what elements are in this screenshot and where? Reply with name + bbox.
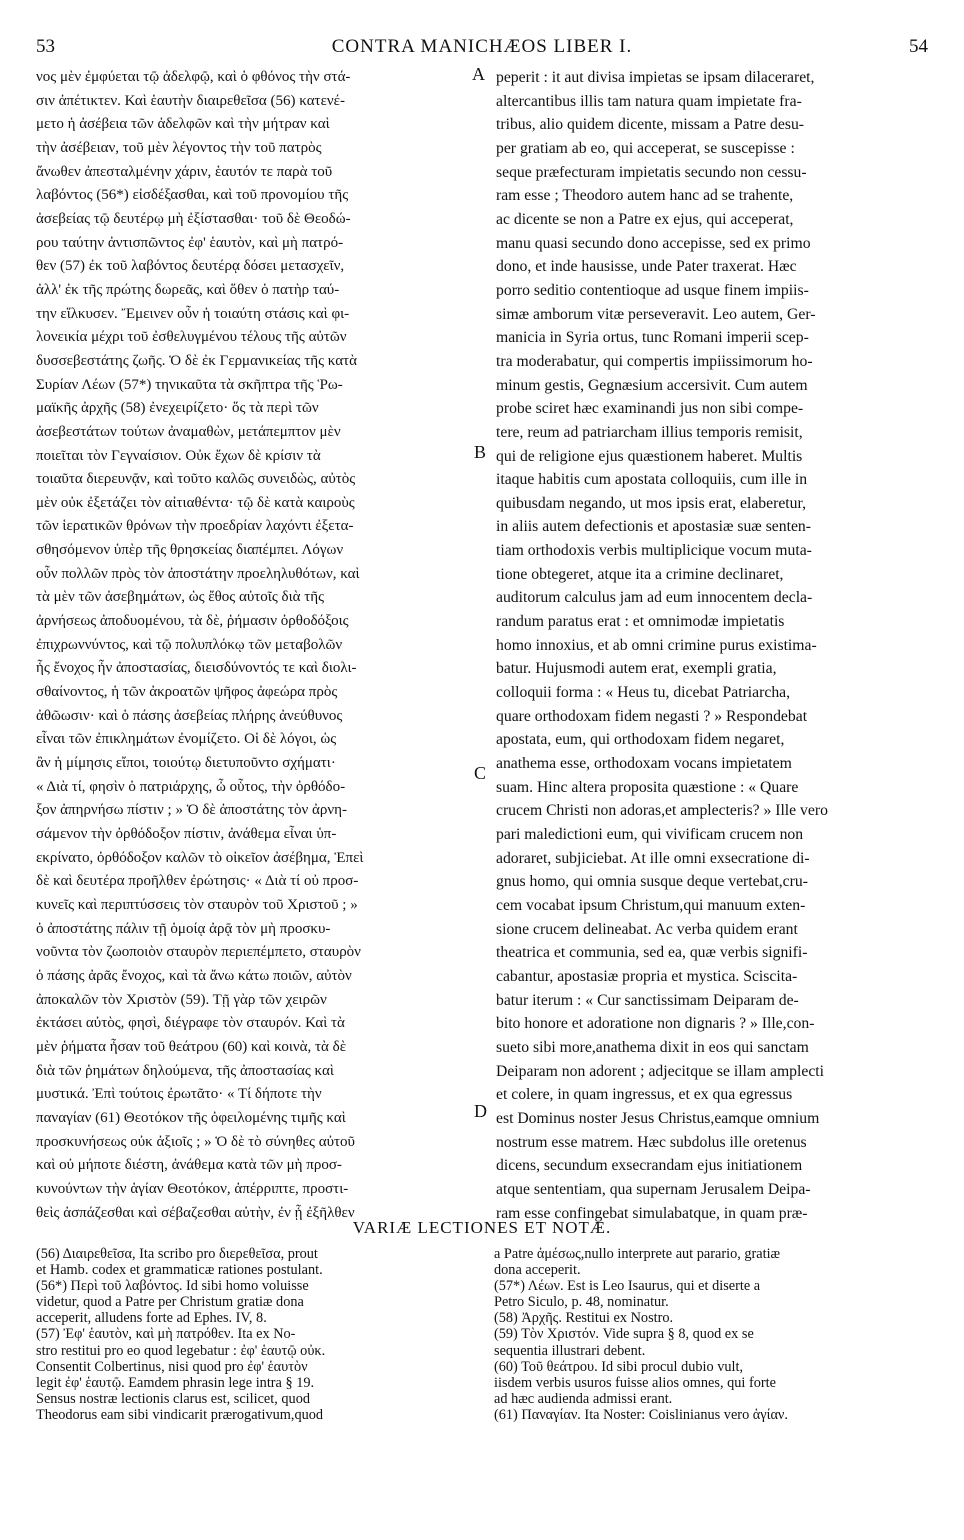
- latin-text-line: suam. Hinc altera proposita quæstione : « Quare: [496, 778, 799, 796]
- section-marker-c: C: [474, 763, 487, 783]
- greek-text-line: δυσσεβεστάτης ζωῆς. Ὁ δὲ ἐκ Γερμανικείας τῆς κατὰ: [36, 352, 357, 369]
- note-line: (57) Ἐφ' ἑαυτὸν, καὶ μὴ πατρόθεν. Ita ex No-: [36, 1326, 296, 1343]
- greek-text-line: τὴν ἀσέβειαν, τοῦ μὲν λέγοντος τὴν τοῦ πατρὸς: [36, 139, 322, 156]
- running-title: CONTRA MANICHÆOS LIBER I.: [331, 36, 633, 57]
- greek-text-line: μυστικά. Ἐπὶ τούτοις ἐρωτᾶτο· « Τί δήποτε τὴν: [36, 1086, 322, 1103]
- greek-text-line: σθαίνοντος, ἡ τῶν ἀκροατῶν ψῆφος ἀφεώρα πρὸς: [36, 684, 338, 701]
- greek-text-line: ἀσεβείας τῷ δευτέρῳ μὴ ἐξίστασθαι· τοῦ δὲ Θεοδώ-: [36, 210, 351, 227]
- greek-text-line: ἀρνήσεως ἀποδυομένου, τὰ δὲ, ῥήμασιν ὀρθοδόξοις: [36, 613, 349, 630]
- greek-text-line: κυνεῖς καὶ περιπτύσσεις τὸν σταυρὸν τοῦ Χριστοῦ ; »: [36, 896, 358, 913]
- greek-text-line: παναγίαν (61) Θεοτόκον τῆς ὀφειλομένης τιμῆς καὶ: [36, 1109, 346, 1126]
- greek-text-line: σθησόμενον ὑπὲρ τῆς θρησκείας διαπέμπει. Λόγων: [36, 542, 344, 559]
- note-line: acceperit, alludens forte ad Ephes. IV, 8.: [36, 1310, 267, 1327]
- latin-text-line: ac dicente se non a Patre ex ejus, qui acceperat,: [496, 210, 794, 228]
- latin-text-line: cem vocabat ipsum Christum,qui manuum exten-: [496, 896, 806, 914]
- greek-text-line: τῶν ἱερατικῶν θρόνων τὴν προεδρίαν λαχόντι ἐξετα-: [36, 518, 354, 535]
- latin-text-line: peperit : it aut divisa impietas se ipsam dilaceraret,: [496, 69, 815, 86]
- greek-text-line: ἧς ἔνοχος ἦν ἀποστασίας, διεισδύνοντός τε καὶ διολι-: [36, 660, 357, 677]
- greek-text-line: την εἵλκυσεν. Ἔμεινεν οὖν ἡ τοιαύτη στάσις καὶ φι-: [36, 305, 350, 322]
- greek-text-line: νοῦντα τὸν ζωοποιὸν σταυρὸν περιεπέμπετο, σταυρὸν: [36, 944, 361, 961]
- greek-text-line: δὲ καὶ δευτέρα προῆλθεν ἐρώτησις· « Διὰ τί οὐ προσ-: [36, 873, 359, 890]
- latin-text-line: auditorum calculus jam ad eum innocentem decla-: [496, 589, 813, 607]
- greek-text-line: μετο ἡ ἀσέβεια τῶν ἀδελφῶν καὶ τὴν μήτραν καὶ: [36, 116, 330, 133]
- latin-text-line: quibusdam negando, ut mos ipsis erat, elaberetur,: [496, 494, 806, 512]
- greek-text-line: λαβόντος (56*) εἰσδέξασθαι, καὶ τοῦ προνομίου τῆς: [36, 187, 349, 204]
- greek-text-line: ξον ἀπηρνήσω πίστιν ; » Ὁ δὲ ἀποστάτης τὸν ἀρνη-: [36, 802, 347, 819]
- latin-text-line: anathema esse, orthodoxam vocans impietatem: [496, 755, 792, 773]
- greek-text-line: εκρίνατο, ὀρθόδοξον καλῶν τὸ οἰκεῖον ἀσέβημα, Ἐπεὶ: [36, 849, 364, 866]
- latin-text-column: [496, 66, 930, 1225]
- greek-text-line: προσκυνήσεως οὐκ ἀξιοῖς ; » Ὁ δὲ τὸ σύνηθες αὐτοῦ: [36, 1133, 355, 1150]
- note-line: (60) Τοῦ θεάτρου. Id sibi procul dubio vult,: [494, 1358, 744, 1375]
- greek-text-line: ὁ πάσης ἀρᾶς ἔνοχος, καὶ τὰ ἄνω κάτω ποιῶν, αὐτὸν: [36, 967, 352, 984]
- note-line: Sensus nostræ lectionis clarus est, scilicet, quod: [36, 1390, 310, 1407]
- latin-text-line: manu quasi secundo dono accepisse, sed ex primo: [496, 234, 811, 252]
- latin-text-line: bito honore et adoratione non dignaris ? » Ille,con-: [496, 1015, 815, 1033]
- section-marker-a: A: [472, 64, 485, 84]
- note-line: (58) Ἀρχῆς. Restitui ex Nostro.: [494, 1310, 674, 1327]
- latin-text-line: tribus, alio quidem dicente, missam a Patre desu-: [496, 116, 805, 134]
- latin-text-line: batur. Hujusmodi autem erat, exempli gratia,: [496, 660, 777, 678]
- greek-text-line: ἄνωθεν ἀπεσταλμένην χάριν, ἑαυτόν τε παρὰ τοῦ: [36, 163, 333, 180]
- greek-text-line: « Διὰ τί, φησὶν ὁ πατριάρχης, ὦ οὗτος, τὴν ὀρθόδο-: [36, 778, 346, 795]
- greek-text-line: ἐκτάσει αὐτὸς, φησὶ, διέγραφε τὸν σταυρόν. Καὶ τὰ: [36, 1015, 345, 1032]
- note-line: iisdem verbis usuros fuisse alios omnes, qui forte: [494, 1374, 776, 1391]
- greek-text-line: θεν (57) ἐκ τοῦ λαβόντος δευτέρᾳ δόσει μετασχεῖν,: [36, 258, 345, 275]
- latin-text-line: minum gestis, Gegnæsium accersivit. Cum autem: [496, 376, 808, 394]
- latin-text-line: atque sententiam, qua supernam Jerusalem Deipa-: [496, 1180, 811, 1198]
- greek-text-line: σιν ἀπέτικτεν. Καὶ ἑαυτὴν διαιρεθεῖσα (56) κατενέ-: [36, 92, 345, 109]
- greek-text-line: ἀσεβεστάτων τούτων ἀναμαθὼν, μετάπεμπτον μὲν: [36, 423, 341, 440]
- latin-text-line: tiam orthodoxis verbis multiplicique vocum muta-: [496, 542, 812, 560]
- latin-text-line: est Dominus noster Jesus Christus,eamque omnium: [496, 1109, 820, 1127]
- latin-text-line: batur iterum : « Cur sanctissimam Deiparam de-: [496, 991, 799, 1009]
- latin-text-line: colloquii forma : « Heus tu, dicebat Patriarcha,: [496, 684, 791, 702]
- latin-text-line: altercantibus illis tam natura quam impietate fra-: [496, 92, 802, 110]
- greek-text-column: [36, 66, 487, 1225]
- latin-text-line: in aliis autem defectionis et apostasiæ suæ senten-: [496, 518, 811, 536]
- latin-text-line: apostata, eum, qui orthodoxam fidem negaret,: [496, 731, 785, 749]
- page-number-right: 54: [909, 36, 928, 57]
- latin-text-line: theatrica et communia, sed ea, quæ verbis signifi-: [496, 944, 808, 962]
- latin-text-line: manicia in Syria ortus, tunc Romani imperii scep-: [496, 329, 809, 347]
- note-line: (56) Διαιρεθεῖσα, Ita scribo pro διερεθεῖσα, prout: [36, 1246, 318, 1262]
- latin-text-line: tra moderabatur, qui compertis impiissimorum ho-: [496, 352, 813, 370]
- greek-text-line: ἀποκαλῶν τὸν Χριστὸν (59). Τῇ γὰρ τῶν χειρῶν: [36, 991, 327, 1008]
- note-line: et Hamb. codex et grammaticæ rationes postulant.: [36, 1262, 323, 1279]
- greek-text-line: λονεικία μέχρι τοῦ ἐσθελυγμένου τέλους τῆς αὐτῶν: [36, 329, 347, 346]
- notes-right-column: [494, 1246, 930, 1423]
- note-line: sequentia illustrari debent.: [494, 1342, 646, 1359]
- latin-text-line: Deiparam non adorent ; adjecitque se illam amplecti: [496, 1062, 825, 1080]
- greek-text-line: ἂν ἡ μίμησις εἴποι, τοιούτῳ διετυποῦντο σχήματι·: [36, 755, 336, 772]
- greek-text-line: τὰ μὲν τῶν ἀσεβημάτων, ὡς ἔθος αὐτοῖς διὰ τῆς: [36, 589, 325, 606]
- greek-text-line: μὲν ῥήματα ἦσαν τοῦ θεάτρου (60) καὶ κοινὰ, τὰ δὲ: [36, 1038, 347, 1055]
- latin-text-line: cabantur, apostasiæ propria et mystica. Sciscita-: [496, 967, 798, 985]
- greek-text-line: ὁ ἀποστάτης πάλιν τῇ ὁμοίᾳ ἀρᾷ τὸν μὴ προσκυ-: [36, 920, 331, 937]
- latin-text-line: porro seditio contentioque ad usque finem impiis-: [496, 281, 809, 299]
- note-line: (59) Τὸν Χριστόν. Vide supra § 8, quod ex se: [494, 1326, 754, 1343]
- note-line: (61) Παναγίαν. Ita Noster: Coislinianus vero ἁγίαν.: [494, 1406, 788, 1423]
- notes-heading: VARIÆ LECTIONES ET NOTÆ.: [352, 1218, 612, 1237]
- latin-text-line: gnus homo, qui omnia susque deque vertebat,cru-: [496, 873, 808, 891]
- greek-text-line: εἶναι τῶν ἐπικλημάτων ἐνομίζετο. Οἱ δὲ λόγοι, ὡς: [36, 731, 337, 748]
- latin-text-line: ram esse ; Theodoro autem hanc ad se trahente,: [496, 187, 794, 205]
- latin-text-line: sueto sibi more,anathema dixit in eos qui sanctam: [496, 1038, 809, 1056]
- latin-text-line: nostrum esse matrem. Hæc subdolus ille oretenus: [496, 1133, 807, 1151]
- page-number-left: 53: [36, 36, 55, 57]
- greek-text-line: θεὶς ἀσπάζεσθαι καὶ σέβαζεσθαι αὐτὴν, ἐν ᾗ ἐξῆλθεν: [36, 1204, 355, 1221]
- page-header: [36, 36, 928, 62]
- latin-text-line: pari maledictioni eum, qui vivificam crucem non: [496, 826, 804, 843]
- note-line: Petro Siculo, p. 48, nominatur.: [494, 1294, 669, 1311]
- note-line: ad hæc audienda admissi erant.: [494, 1390, 673, 1407]
- note-line: (56*) Περὶ τοῦ λαβόντος. Id sibi homo voluisse: [36, 1278, 309, 1295]
- latin-text-line: randum paratus erat : et omnimodæ impietatis: [496, 613, 785, 631]
- greek-text-line: σάμενον τὴν ὀρθόδοξον πίστιν, ἀνάθεμα εἶναι ὑπ-: [36, 826, 337, 842]
- latin-text-line: probe sciret hæc examinandi jus non sibi compe-: [496, 400, 804, 418]
- note-line: Theodorus eam sibi vindicarit prærogativum,quod: [36, 1406, 324, 1423]
- greek-text-line: τοιαῦτα διερευνᾷν, καὶ τοῦτο καλῶς συνειδὼς, αὐτὸς: [36, 471, 356, 488]
- latin-text-line: tere, reum ad patriarcham illius temporis remisit,: [496, 423, 803, 441]
- note-line: videtur, quod a Patre per Christum gratiæ dona: [36, 1294, 304, 1311]
- note-line: Consentit Colbertinus, nisi quod pro ἐφ' ἑαυτὸν: [36, 1358, 308, 1375]
- greek-text-line: ἀλλ' ἐκ τῆς πρώτης δωρεᾶς, καὶ ὅθεν ὁ πατὴρ ταύ-: [36, 281, 340, 298]
- latin-text-line: ram esse confingebat simulabatque, in quam præ-: [496, 1204, 808, 1222]
- latin-text-line: et colere, in quam ingressus, et ex qua egressus: [496, 1086, 793, 1104]
- notes-left-column: [36, 1246, 476, 1423]
- greek-text-line: ποιεῖται τὸν Γεγναίσιον. Οὐκ ἔχων δὲ κρίσιν τὰ: [36, 447, 321, 464]
- latin-text-line: itaque habitis cum apostata colloquiis, cum ille in: [496, 471, 808, 489]
- latin-text-line: tione obtegeret, atque ita a crimine declinaret,: [496, 565, 784, 583]
- greek-text-line: κυνούντων τὴν ἁγίαν Θεοτόκον, ἀπέρριπτε, προστι-: [36, 1180, 349, 1197]
- latin-text-line: adoraret, subjiciebat. At ille omni exsecratione di-: [496, 849, 810, 867]
- latin-text-line: dono, et inde hausisse, unde Pater traxerat. Hæc: [496, 258, 797, 276]
- greek-text-line: διὰ τῶν ῥημάτων δηλούμενα, τῆς ἀποστασίας καὶ: [36, 1062, 334, 1079]
- greek-text-line: ρου ταύτην ἀντισπῶντος ἐφ' ἑαυτὸν, καὶ μὴ πατρό-: [36, 234, 344, 251]
- greek-text-line: οὖν πολλῶν πρὸς τὸν ἀποστάτην προεληλυθότων, καὶ: [36, 565, 360, 582]
- note-line: dona acceperit.: [494, 1262, 581, 1279]
- greek-text-line: νος μὲν ἐμφύεται τῷ ἀδελφῷ, καὶ ὁ φθόνος τὴν στά-: [36, 69, 351, 85]
- latin-text-line: crucem Christi non adoras,et amplecteris? » Ille vero: [496, 802, 828, 820]
- latin-text-line: homo innoxius, et ab omni crimine purus existima-: [496, 636, 817, 654]
- greek-text-line: ἐπιχρωννύντος, καὶ τῷ πολυπλόκῳ τῶν μεταβολῶν: [36, 636, 343, 653]
- note-line: stro restitui pro eo quod legebatur : ἐφ' ἑαυτῷ οὐκ.: [36, 1342, 326, 1359]
- latin-text-line: dicens, secundum exsecrandam ejus initiationem: [496, 1157, 803, 1175]
- greek-text-line: καὶ οὐ μήποτε διέστη, ἀνάθεμα κατὰ τῶν μὴ προσ-: [36, 1157, 342, 1174]
- greek-text-line: Συρίαν Λέων (57*) τηνικαῦτα τὰ σκῆπτρα τῆς Ῥω-: [36, 376, 343, 393]
- latin-text-line: simæ amborum vitæ perseveravit. Leo autem, Ger-: [496, 305, 816, 323]
- greek-text-line: μαϊκῆς ἀρχῆς (58) ἐνεχειρίζετο· ὅς τὰ περὶ τῶν: [36, 400, 319, 417]
- greek-text-line: ἀθῶωσιν· καὶ ὁ πάσης ἀσεβείας πλήρης ἀνεύθυνος: [36, 707, 343, 724]
- latin-text-line: per gratiam ab eo, qui acceperat, se suscepisse :: [496, 139, 795, 157]
- section-marker-b: B: [474, 442, 487, 462]
- section-marker-d: D: [474, 1101, 487, 1121]
- latin-text-line: quare orthodoxam fidem negasti ? » Respondebat: [496, 707, 808, 725]
- latin-text-line: sione crucem delineabat. Ac verba quidem erant: [496, 920, 798, 938]
- greek-text-line: μὲν οὐκ ἐξετάζει τὸν αἰτιαθέντα· τῷ δὲ κατὰ καιροὺς: [36, 494, 355, 511]
- note-line: a Patre ἀμέσως,nullo interprete aut parario, gratiæ: [494, 1246, 781, 1262]
- latin-text-line: qui de religione ejus quæstionem haberet. Multis: [496, 447, 803, 465]
- note-line: (57*) Λέων. Est is Leo Isaurus, qui et diserte a: [494, 1278, 761, 1295]
- note-line: legit ἐφ' ἑαυτῷ. Eamdem phrasin lege intra § 19.: [36, 1374, 315, 1391]
- latin-text-line: seque præfecturam impietatis secundo non cessu-: [496, 163, 807, 181]
